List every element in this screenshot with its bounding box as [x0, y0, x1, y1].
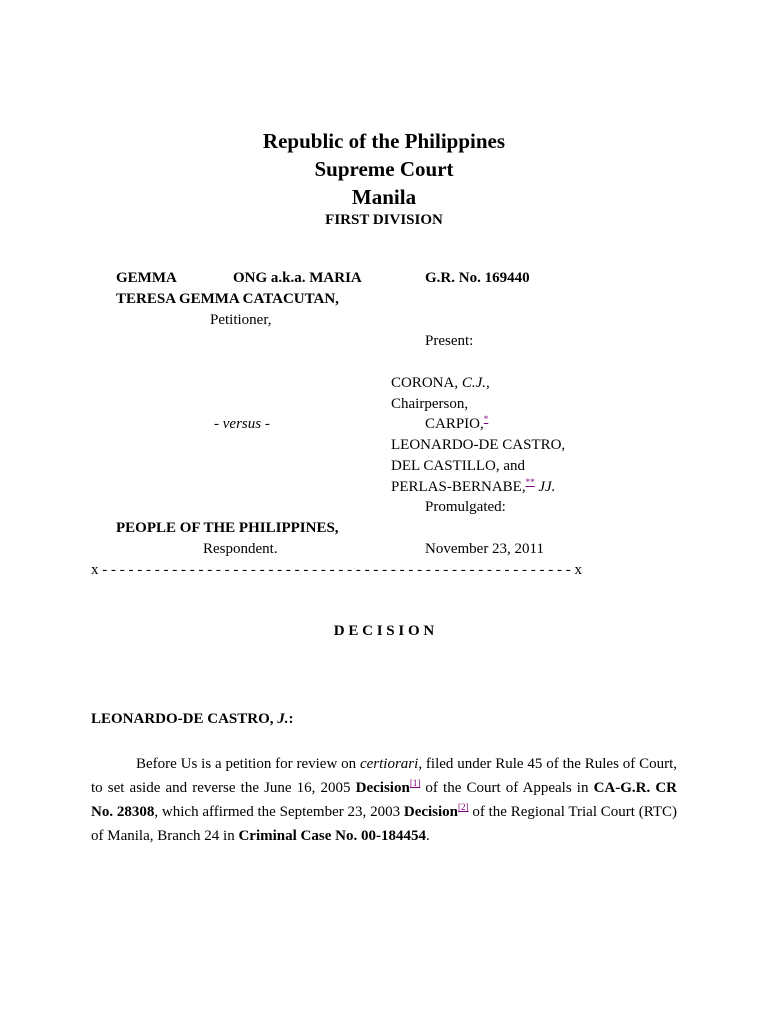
p1-text-b: filed under Rule 45 of the Rules of Court, to set aside and reverse the June 16, 2005: [91, 756, 677, 796]
versus-dash-right: -: [261, 416, 270, 432]
justices-jj: JJ.: [534, 479, 556, 495]
header-city: Manila: [351, 185, 417, 209]
respondent-name: PEOPLE OF THE PHILIPPINES,: [116, 520, 339, 536]
versus-word: versus: [222, 416, 262, 432]
footnote-double-star-link[interactable]: **: [525, 477, 535, 487]
justice-corona-name: CORONA,: [391, 375, 462, 391]
ponente-name: LEONARDO-DE CASTRO,: [91, 711, 278, 727]
footnote-star-link[interactable]: *: [483, 414, 489, 424]
justice-corona: [391, 373, 490, 393]
versus-label: [214, 414, 270, 434]
present-label: Present:: [425, 333, 474, 349]
footnote-2-link[interactable]: [2]: [458, 802, 469, 812]
footnote-1-link[interactable]: [1]: [409, 778, 421, 788]
p1-end: .: [425, 828, 430, 844]
justice-carpio-name: CARPIO,: [425, 416, 484, 432]
body-paragraph-1: [91, 752, 677, 848]
ponente-title: J.: [277, 711, 289, 727]
petitioner-role: Petitioner,: [210, 312, 272, 328]
ponente-colon: :: [288, 711, 294, 727]
justice-chairperson: Chairperson,: [391, 396, 469, 412]
petitioner-name-a: GEMMA: [116, 270, 177, 286]
p1-text-a: Before Us is a petition for review on: [136, 756, 360, 772]
justice-leonardo: LEONARDO-DE CASTRO,: [391, 437, 566, 453]
header-division: FIRST DIVISION: [325, 212, 443, 228]
versus-dash-left: -: [214, 416, 223, 432]
p1-text-d: , which affirmed the September 23, 2003: [154, 804, 404, 820]
justice-perlas: [391, 477, 555, 497]
respondent-role: Respondent.: [203, 541, 278, 557]
petitioner-name-b: ONG a.k.a. MARIA: [233, 270, 362, 286]
caption-separator: x - - - - - - - - - - - - - - - - - - - - - - - - - - - - - - - - - - - - - - - - - - - - - - - - - - - - - - x: [91, 562, 582, 578]
decision-title: D E C I S I O N: [333, 623, 435, 639]
p1-decision-rtc: Decision: [403, 804, 459, 820]
promulgated-label: Promulgated:: [425, 499, 506, 515]
promulgated-date: November 23, 2011: [425, 541, 545, 557]
p1-case-ca: CA-G.R. CR No. 28308: [91, 780, 677, 820]
p1-text-e: of the Regional Trial Court (RTC) of Manila, Branch 24 in: [91, 804, 677, 844]
petitioner-name-line2: TERESA GEMMA CATACUTAN,: [116, 291, 339, 307]
ponente: [91, 709, 294, 729]
justice-delcastillo: DEL CASTILLO, and: [391, 458, 526, 474]
gr-number: G.R. No. 169440: [425, 270, 530, 286]
header-republic: Republic of the Philippines: [262, 129, 506, 153]
p1-certiorari: certiorari,: [359, 756, 423, 772]
p1-case-rtc: Criminal Case No. 00-184454: [238, 828, 426, 844]
p1-decision-ca: Decision: [355, 780, 410, 796]
justice-carpio: [425, 414, 488, 434]
justice-perlas-name: PERLAS-BERNABE,: [391, 479, 526, 495]
justice-corona-title: C.J.,: [461, 375, 490, 391]
p1-text-c: of the Court of Appeals in: [420, 780, 594, 796]
header-court: Supreme Court: [314, 157, 454, 181]
